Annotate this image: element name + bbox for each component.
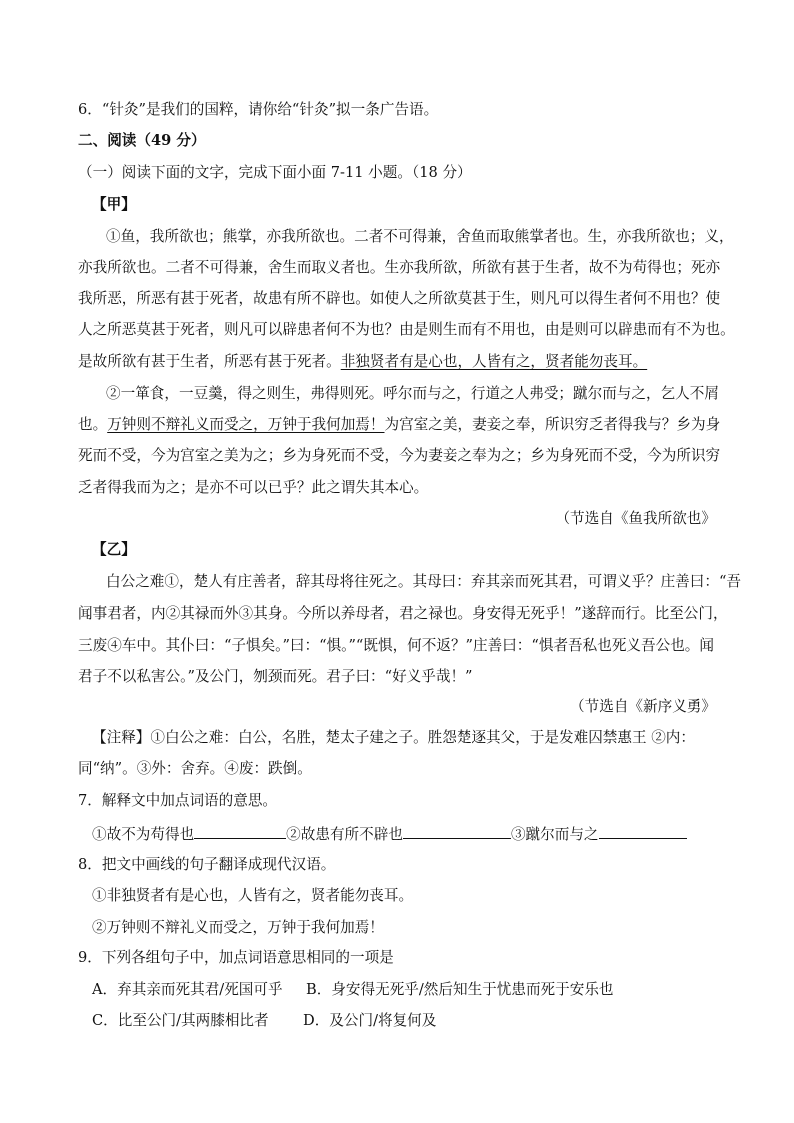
jia-label: 【甲】 xyxy=(92,196,136,213)
q9-option-a[interactable]: A．弃其亲而死其君/死国可乎 xyxy=(92,981,283,998)
yi-line2: 闻事君者，内②其禄而外③其身。今所以养母者，君之禄也。身安得无死乎！”遂辞而行。比至公门， xyxy=(78,605,728,622)
jia-para1-line5-text: 是故所欲有甚于生者，所恶有甚于死者。 xyxy=(78,353,341,370)
jia-para1-line1: ①鱼，我所欲也；熊掌，亦我所欲也。二者不可得兼，舍鱼而取熊掌者也。生，亦我所欲也；义， xyxy=(106,228,734,245)
q9-option-b[interactable]: B．身安得无死乎/然后知生于忧患而死于安乐也 xyxy=(306,981,614,998)
question-8-sentence-1: ①非独贤者有是心也，人皆有之，贤者能勿丧耳。 xyxy=(92,887,414,904)
jia-para2-line1: ②一箪食，一豆羹，得之则生，弗得则死。呼尔而与之，行道之人弗受；蹴尔而与之，乞人不屑 xyxy=(106,385,719,402)
answer-blank-2[interactable] xyxy=(403,823,511,839)
yi-line1: 白公之难①，楚人有庄善者，辞其母将往死之。其母曰：弃其亲而死其君，可谓义乎？庄善曰：“吾 xyxy=(106,573,741,590)
q7-item-3: ③蹴尔而与之 xyxy=(510,826,599,843)
yi-source: （节选自《新序义勇》 xyxy=(570,698,716,715)
question-8: 8．把文中画线的句子翻译成现代汉语。 xyxy=(78,856,336,873)
reading-intro: （一）阅读下面的文字，完成下面小面 7-11 小题。（18 分） xyxy=(78,164,472,181)
note-line2: 同“纳”。③外：舍弃。④废：跌倒。 xyxy=(78,760,312,777)
section-title: 二、阅读（49 分） xyxy=(78,132,206,149)
question-6: 6．“针灸”是我们的国粹，请你给“针灸”拟一条广告语。 xyxy=(78,101,439,118)
jia-para1-line2: 亦我所欲也。二者不可得兼，舍生而取义者也。生亦我所欲，所欲有甚于生者，故不为苟得也；死亦 xyxy=(78,259,721,276)
underlined-sentence-1: 非独贤者有是心也，人皆有之，贤者能勿丧耳。 xyxy=(340,353,648,370)
answer-blank-1[interactable] xyxy=(194,823,286,839)
jia-para2-line2-text-a: 也。 xyxy=(78,416,108,433)
yi-line4: 君子不以私害公。”及公门，刎颈而死。君子曰：“好义乎哉！” xyxy=(78,668,473,685)
yi-label: 【乙】 xyxy=(92,541,136,558)
jia-para2-line3: 死而不受，今为宫室之美为之；乡为身死而不受，今为妻妾之奉为之；乡为身死而不受，今为所识穷 xyxy=(78,447,721,464)
note-line1: 【注释】①白公之难：白公，名胜，楚太子建之子。胜怨楚逐其父，于是发难囚禁惠王 ②内： xyxy=(92,729,695,746)
jia-para2-line2 xyxy=(78,415,720,435)
jia-para2-line4: 乏者得我而为之；是亦不可以已乎？此之谓失其本心。 xyxy=(78,479,429,496)
jia-para1-line5 xyxy=(78,352,647,372)
q7-item-1: ①故不为苟得也 xyxy=(92,826,195,843)
question-9: 9．下列各组句子中，加点词语意思相同的一项是 xyxy=(78,949,394,966)
question-8-sentence-2: ②万钟则不辩礼义而受之，万钟于我何加焉！ xyxy=(92,919,384,936)
answer-blank-3[interactable] xyxy=(599,823,687,839)
underlined-sentence-2: 万钟则不辩礼义而受之，万钟于我何加焉！ xyxy=(107,416,385,433)
q9-option-c[interactable]: C．比至公门/其两膝相比者 xyxy=(92,1012,269,1029)
yi-line3: 三废④车中。其仆曰：“子惧矣。”曰：“惧。”“既惧，何不返？”庄善曰：“惧者吾私也死义吾公也。闻 xyxy=(78,637,714,654)
question-7-items xyxy=(92,823,687,845)
jia-para1-line4: 人之所恶莫甚于死者，则凡可以辟患者何不为也？由是则生而有不用也，由是则可以辟患而有不为也。 xyxy=(78,321,735,338)
jia-para1-line3: 我所恶，所恶有甚于死者，故患有所不辟也。如使人之所欲莫甚于生，则凡可以得生者何不用也？使 xyxy=(78,290,721,307)
q7-item-2: ②故患有所不辟也 xyxy=(286,826,403,843)
jia-source: （节选自《鱼我所欲也》 xyxy=(555,510,716,527)
jia-para2-line2-text-c: 为宫室之美，妻妾之奉，所识穷乏者得我与？乡为身 xyxy=(384,416,721,433)
question-7: 7．解释文中加点词语的意思。 xyxy=(78,792,278,809)
q9-option-d[interactable]: D．及公门/将复何及 xyxy=(303,1012,437,1029)
